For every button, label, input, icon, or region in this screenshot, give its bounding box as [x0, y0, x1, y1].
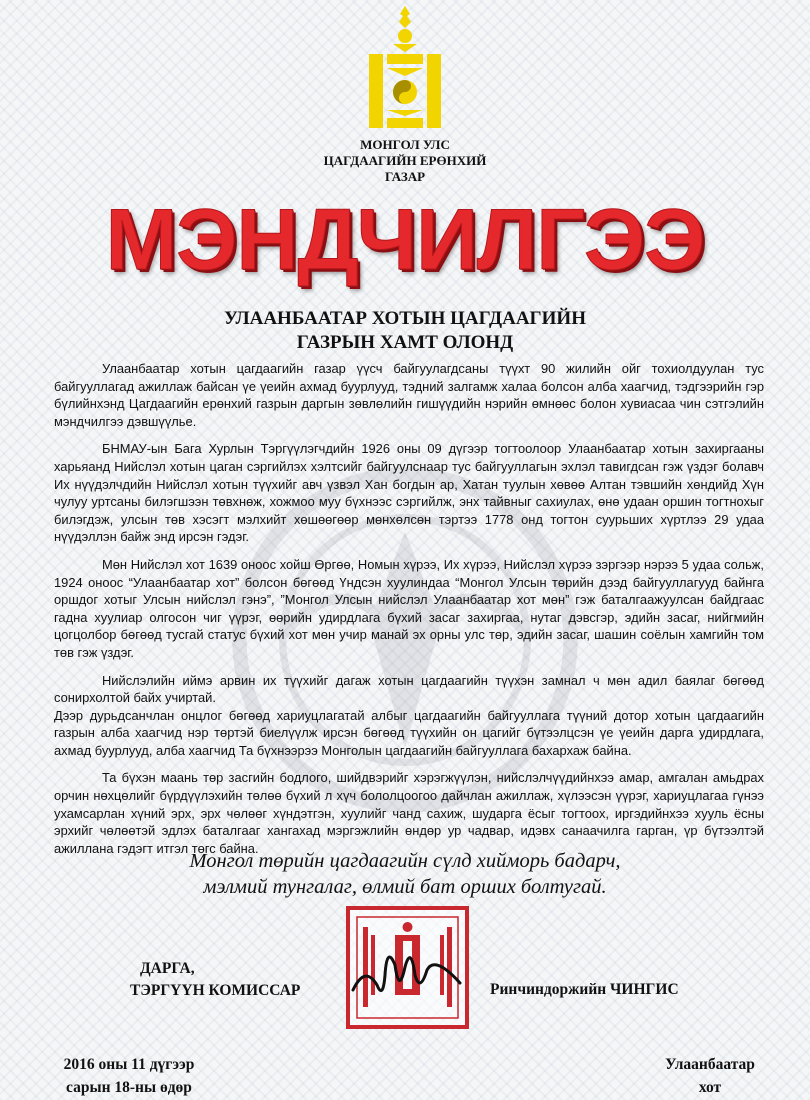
addressee — [100, 307, 710, 355]
date-line: сарын 18-ны өдөр — [66, 1079, 192, 1096]
document-date — [44, 1053, 214, 1099]
page-title: МЭНДЧИЛГЭЭ — [105, 192, 705, 288]
body-paragraph: БНМАУ-ын Бага Хурлын Тэргүүлэгчдийн 1926 оны 09 дүгээр тогтоолоор Улаанбаатар хотын захиргааны харьяанд Нийслэл хотын цаган сэргийлэх хэлтсийг байгуулснаар тус байгууллагын эхлэл тавигдсан гэж үздэг болавч Их нүүдэлчдийн Нийслэл хотын түүхийг авч үзвэл Хан богдын ар, Хатан туулын хөвөө Алтан тэвшийн хөндийд Хүн чулуу уртсаны билэгшээн төвхнөж, хожмоо муу бүхнээс сэргийлж, энх тайвныг сахиулах, өнө удаан оршин тогтнохыг билэгдэж, улсын төв хэсэгт мэлхийт хөшөөгөөр мөнхөлсөн тэртээ 1778 онд тогтон суурьших хүртлээ 29 удаа нүүдэллэн байж энд ирсэн гэдэг. — [54, 441, 764, 545]
signatory-title — [130, 958, 300, 1002]
document-place — [652, 1053, 768, 1099]
motto-line: мэлмий тунгалаг, өлмий бат орших болтугай. — [203, 876, 607, 898]
motto-line: Монгол төрийн цагдаагийн сүлд хийморь бадарч, — [189, 850, 621, 872]
place-line: Улаанбаатар — [665, 1056, 755, 1073]
org-line: ЦАГДААГИЙН ЕРӨНХИЙ — [323, 153, 487, 168]
organization-name — [255, 137, 555, 185]
body-paragraph: Мөн Нийслэл хот 1639 оноос хойш Өргөө, Номын хүрээ, Их хүрээ, Нийслэл хүрээ зэргээр нэрээ 5 удаа сольж, 1924 оноос “Улаанбаатар хот” болсон бөгөөд Үндсэн хуулиндаа “Монгол Улсын төрийн дээд байгууллагууд байнга оршдог хотыг Улсын нийслэл гэнэ”, ”Монгол Улсын нийслэл Улаанбаатар хот мөн” гэж баталгаажуулсан байдгаас гадна хуулиар олгосон чиг үүрэг, өөрийн удирдлага бүхий засаг захиргаа, нутаг дэвсгэр, эдийн засаг, нийгмийн цогцолбор бөгөөд тусгай статус бүхий хот мөн учир манай эх орны улс төр, эдийн засаг, шашин соёлын хамгийн том төв гэж үздэг. — [54, 556, 764, 660]
signatory-name: Ринчиндоржийн ЧИНГИС — [490, 981, 679, 998]
official-seal-icon — [345, 905, 470, 1030]
signatory-title-line: ДАРГА, — [140, 960, 195, 977]
addressee-line: УЛААНБААТАР ХОТЫН ЦАГДААГИЙН — [224, 308, 586, 329]
org-line: ГАЗАР — [384, 169, 426, 184]
signatory-title-line: ТЭРГҮҮН КОМИССАР — [130, 982, 301, 999]
body-paragraph: Дээр дурьдсанчлан онцлог бөгөөд хариуцлагатай албыг цагдаагийн байгууллага түүний дотор хотын цагдаагийн газрын алба хаагчид нэр төртэй биелүүлж ирсэн бөгөөд түүхийн он цагийг бүтээлцсэн үе үеийн дарга удирдлага, ахмад буурлууд, алба хаагчид Та бүхнээрээ Монголын цагдаагийн байгууллага бахархаж байна. — [54, 707, 764, 758]
body-paragraph: Нийслэлийн иймэ арвин их түүхийг дагаж хотын цагдаагийн түүхэн замнал ч мөн адил баялаг бөгөөд сонирхолтой байх учиртай. — [54, 672, 764, 706]
motto — [110, 848, 700, 900]
org-line: МОНГОЛ УЛС — [360, 137, 450, 152]
place-line: хот — [698, 1079, 722, 1096]
date-line: 2016 оны 11 дүгээр — [63, 1056, 195, 1073]
soyombo-emblem-icon — [363, 4, 447, 130]
letter-body — [54, 360, 764, 867]
body-paragraph: Улаанбаатар хотын цагдаагийн газар үүсч байгуулагдсаны түүхт 90 жилийн ойг тохиолдуулан тус байгууллагад ажиллаж байсан үе үеийн ахмад буурлууд, тэдний залгамж халаа болсон алба хаагчид, тэдгээрийн гэр бүлийнхэнд Цагдаагийн ерөнхий газрын даргын зөвлөлийн гишүүдийн нэрийн өмнөөс болон хувиасаа чин сэтгэлийн мэндчилгээ дэвшүүлье. — [54, 361, 764, 429]
body-paragraph: Та бүхэн маань төр засгийн бодлого, шийдвэрийг хэрэгжүүлэн, нийслэлчүүдийнхээ амар, амгалан амьдрах орчин нөхцөлийг бүрдүүлэхийн төлөө бүхий л хүч бололцоогоо дайчлан ажиллаж, хүлээсэн үүрэг, хариуцлагаа гүнээ ухамсарлан хүний эрх, эрх чөлөөг хүндэтгэн, хуулийг чанд сахиж, шударга ёсыг тогтоох, иргэдийнхээ хууль ёсны эрхийг чөлөөтэй эдлэх баталгааг хангахад мэргэжлийн өндөр ур чадвар, идэвх санаачилга гарган, үр бүтээлтэй ажиллана гэдэгт итгэл төгс байна. — [54, 770, 764, 856]
addressee-line: ГАЗРЫН ХАМТ ОЛОНД — [296, 332, 514, 353]
